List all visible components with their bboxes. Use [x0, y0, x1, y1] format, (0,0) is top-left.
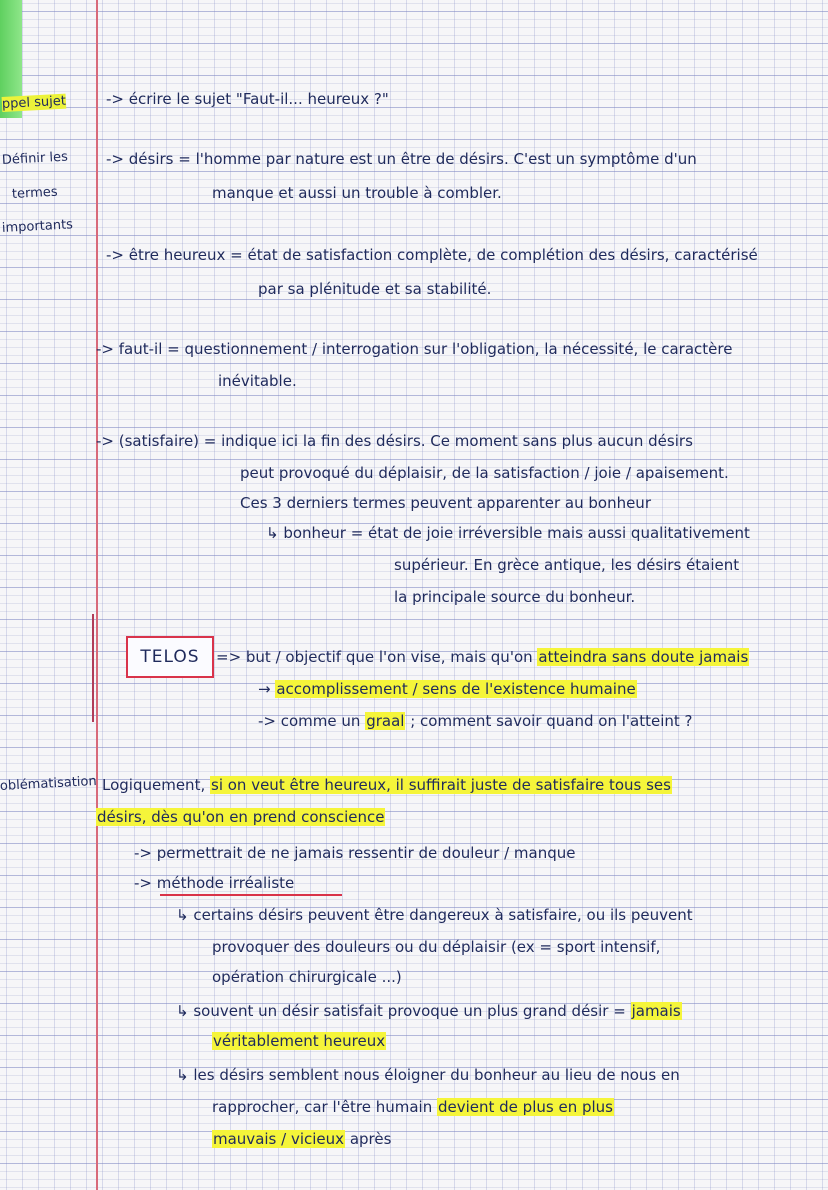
line-desirs-def: -> désirs = l'homme par nature est un être de désirs. C'est un symptôme d'un [106, 150, 697, 168]
line-bonheur-cont: supérieur. En grèce antique, les désirs étaient [394, 556, 740, 574]
line-desirs-conscience: désirs, dès qu'on en prend conscience [97, 808, 385, 826]
line-operation: opération chirurgicale ...) [212, 968, 402, 986]
line-satisfaire-cont: peut provoqué du déplaisir, de la satisfaction / joie / apaisement. [240, 464, 729, 482]
line-veritablement: véritablement heureux [213, 1032, 386, 1050]
line-ecrire-sujet: -> écrire le sujet "Faut-il... heureux ?" [106, 90, 389, 108]
line-faut-il-cont: inévitable. [218, 372, 297, 390]
line-trois-termes: Ces 3 derniers termes peuvent apparenter au bonheur [240, 494, 651, 512]
line-bonheur-cont-2: la principale source du bonheur. [394, 588, 636, 606]
telos-label: TELOS [140, 647, 200, 667]
line-desirs-eloigner: ↳ les désirs semblent nous éloigner du bonheur au lieu de nous en [176, 1066, 680, 1084]
underline-methode [160, 894, 342, 896]
line-provoquer-douleurs: provoquer des douleurs ou du déplaisir (ex = sport intensif, [212, 938, 661, 956]
margin-rappel-sujet: ppel sujet [1, 93, 67, 112]
line-rapprocher: rapprocher, car l'être humain devient de plus en plus [212, 1098, 613, 1116]
line-etre-heureux-def: -> être heureux = état de satisfaction complète, de complétion des désirs, caractérisé [106, 246, 758, 264]
margin-definir-2: termes [11, 184, 58, 202]
line-accomplissement: → accomplissement / sens de l'existence humaine [258, 680, 636, 698]
line-etre-heureux-cont: par sa plénitude et sa stabilité. [258, 280, 492, 298]
line-methode-irrealiste: -> méthode irréaliste [134, 874, 295, 892]
margin-definir-3: importants [1, 217, 74, 236]
line-graal: -> comme un graal ; comment savoir quand on l'atteint ? [258, 712, 693, 730]
margin-definir-1: Définir les [1, 149, 69, 168]
line-permettrait: -> permettrait de ne jamais ressentir de douleur / manque [134, 844, 576, 862]
telos-box [126, 636, 214, 678]
line-satisfaire-def: -> (satisfaire) = indique ici la fin des désirs. Ce moment sans plus aucun désirs [96, 432, 693, 450]
line-desir-satisfait: ↳ souvent un désir satisfait provoque un plus grand désir = jamais [176, 1002, 681, 1020]
margin-line [96, 0, 98, 1190]
line-desirs-def-cont: manque et aussi un trouble à combler. [212, 184, 502, 202]
section-bracket [92, 614, 94, 722]
line-bonheur-def: ↳ bonheur = état de joie irréversible mais aussi qualitativement [266, 524, 750, 542]
line-telos-def: => but / objectif que l'on vise, mais qu'on atteindra sans doute jamais [216, 648, 749, 666]
line-mauvais: mauvais / vicieux après [213, 1130, 392, 1148]
line-certains-desirs: ↳ certains désirs peuvent être dangereux à satisfaire, ou ils peuvent [176, 906, 693, 924]
line-faut-il-def: -> faut-il = questionnement / interrogation sur l'obligation, la nécessité, le caractère [96, 340, 733, 358]
margin-problematisation: oblématisation [0, 773, 98, 794]
line-logiquement: Logiquement, si on veut être heureux, il suffirait juste de satisfaire tous ses [102, 776, 671, 794]
